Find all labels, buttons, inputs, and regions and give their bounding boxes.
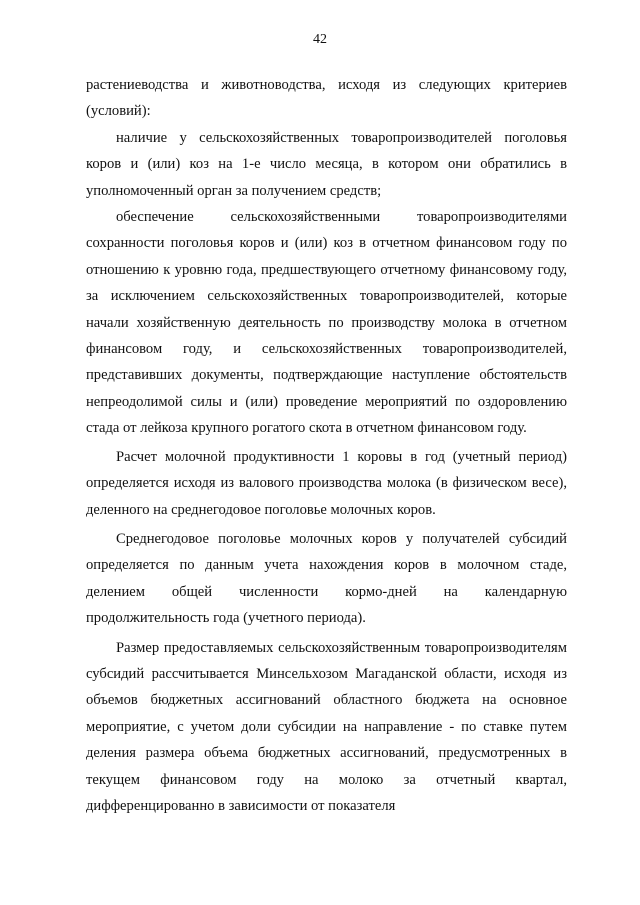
document-body xyxy=(86,72,567,819)
paragraph-average-herd: Среднегодовое поголовье молочных коров у получателей субсидий определяется по данным учета нахождения коров в молочном стаде, делением общей численности кормо-дней на календарную продолжительность года (учетного периода). xyxy=(86,530,567,627)
paragraph-herd-preservation: обеспечение сельскохозяйственными товаропроизводителями сохранности поголовья коров и (или) коз в отчетном финансовом году по отношению к уровню года, предшествующего отчетному финансовому году, за исключением сельскохозяйственных товаропроизводителей, которые начали хозяйственную деятельность по производству молока в отчетном финансовом году, и сельскохозяйственных товаропроизводителей, представивших документы, подтверждающие наступление обстоятельств непреодолимой силы и (или) проведение мероприятий по оздоровлению стада от лейкоза крупного рогатого скота в отчетном финансовом году. xyxy=(86,209,567,437)
paragraph-productivity-calculation: Расчет молочной продуктивности 1 коровы в год (учетный период) определяется исходя из валового производства молока (в физическом весе), деленного на среднегодовое поголовье молочных коров. xyxy=(86,448,567,518)
paragraph-livestock-condition: наличие у сельскохозяйственных товаропроизводителей поголовья коров и (или) коз на 1-е число месяца, в котором они обратились в уполномоченный орган за получением средств; xyxy=(86,129,567,199)
paragraph-subsidy-size: Размер предоставляемых сельскохозяйственным товаропроизводителям субсидий рассчитывается Минсельхозом Магаданской области, исходя из объемов бюджетных ассигнований областного бюджета на основное мероприятие, с учетом доли субсидии на направление - по ставке путем деления размера объема бюджетных ассигнований, предусмотренных в текущем финансовом году на молоко за отчетный квартал, дифференцированно в зависимости от показателя xyxy=(86,639,567,814)
paragraph-criteria-intro: растениеводства и животноводства, исходя из следующих критериев (условий): xyxy=(86,77,567,120)
page-number: 42 xyxy=(313,32,327,47)
